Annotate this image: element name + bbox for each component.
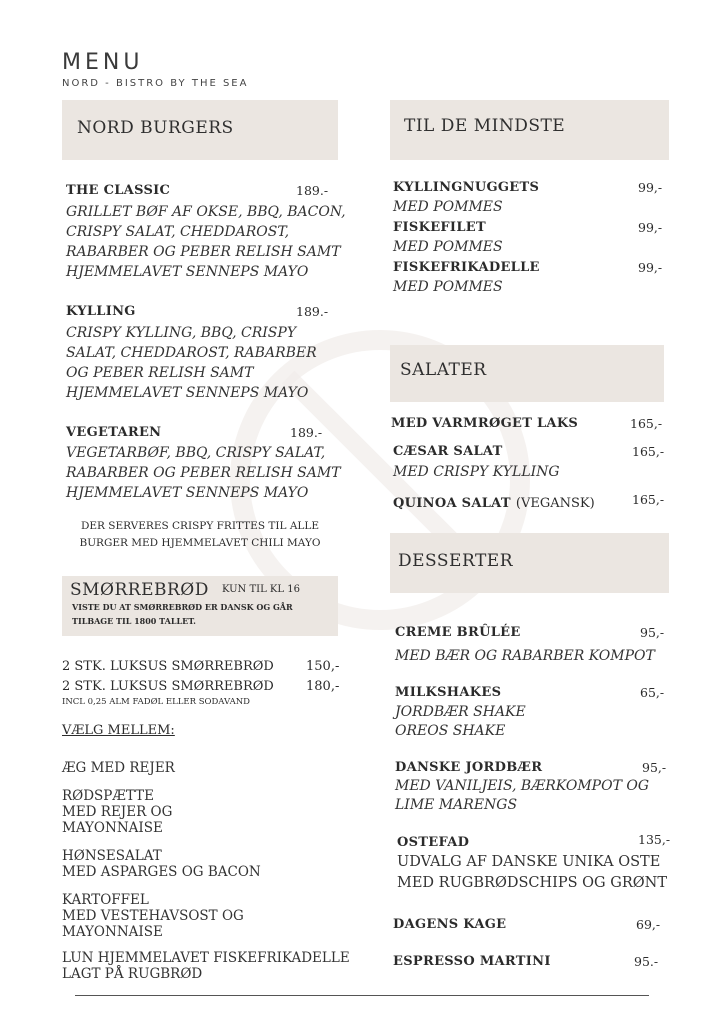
burger-price: 189.- <box>296 304 329 319</box>
kids-header-band <box>390 100 669 160</box>
dessert-desc-line: MED RUGBRØDSCHIPS OG GRØNT <box>397 875 667 891</box>
salads-header-band <box>390 345 664 402</box>
dessert-name: DAGENS KAGE <box>393 917 507 932</box>
salad-name: MED VARMRØGET LAKS <box>391 416 579 431</box>
salad-name: CÆSAR SALAT <box>393 444 503 459</box>
salad-desc: MED CRISPY KYLLING <box>393 464 560 480</box>
kids-item-price: 99,- <box>638 180 663 195</box>
dessert-name: CREME BRÛLÉE <box>395 625 521 640</box>
dessert-price: 95,- <box>642 760 667 775</box>
dessert-price: 95,- <box>640 625 665 640</box>
burgers-heading: NORD BURGERS <box>77 118 234 138</box>
kids-item-name: KYLLINGNUGGETS <box>393 180 540 195</box>
kids-item-name: FISKEFRIKADELLE <box>393 260 540 275</box>
burger-desc-line: CRISPY SALAT, CHEDDAROST, <box>66 224 290 240</box>
kids-item-desc: MED POMMES <box>393 279 503 295</box>
burger-desc-line: OG PEBER RELISH SAMT <box>66 365 254 381</box>
burger-note-line: BURGER MED HJEMMELAVET CHILI MAYO <box>79 537 321 549</box>
smorrebrod-header-band <box>62 576 338 636</box>
burger-price: 189.- <box>296 183 329 198</box>
burger-desc-line: VEGETARBØF, BBQ, CRISPY SALAT, <box>66 445 326 461</box>
dessert-name: ESPRESSO MARTINI <box>393 954 551 969</box>
smorrebrod-heading: SMØRREBRØD <box>70 580 209 600</box>
salad-price: 165,- <box>632 492 665 507</box>
salad-price: 165,- <box>632 444 665 459</box>
smorrebrod-incl: INCL 0,25 ALM FADØL ELLER SODAVAND <box>62 697 250 707</box>
desserts-heading: DESSERTER <box>398 551 513 571</box>
dessert-name: MILKSHAKES <box>395 685 502 700</box>
burger-desc-line: SALAT, CHEDDAROST, RABARBER <box>66 345 317 361</box>
burger-desc-line: RABARBER OG PEBER RELISH SAMT <box>66 244 341 260</box>
burger-desc-line: HJEMMELAVET SENNEPS MAYO <box>66 385 309 401</box>
smorrebrod-info-line: TILBAGE TIL 1800 TALLET. <box>72 616 196 626</box>
dessert-price: 135,- <box>638 832 671 847</box>
option-line: HØNSESALAT <box>62 848 162 864</box>
smorrebrod-heading-note: KUN TIL KL 16 <box>222 584 300 595</box>
burger-name: THE CLASSIC <box>66 183 171 198</box>
dessert-desc-line: MED VANILJEIS, BÆRKOMPOT OG <box>395 778 650 794</box>
smorrebrod-item-price: 150,- <box>306 659 340 674</box>
dessert-name: DANSKE JORDBÆR <box>395 760 543 775</box>
burger-name: KYLLING <box>66 304 136 319</box>
salad-name: QUINOA SALAT <box>393 496 511 511</box>
smorrebrod-info-line: VISTE DU AT SMØRREBRØD ER DANSK OG GÅR <box>72 602 293 612</box>
kids-item-price: 99,- <box>638 260 663 275</box>
smorrebrod-item-price: 180,- <box>306 679 340 694</box>
option-line: MAYONNAISE <box>62 820 163 836</box>
option-line: ÆG MED REJER <box>62 760 175 776</box>
dessert-desc-line: OREOS SHAKE <box>395 723 506 739</box>
bottom-divider <box>75 995 649 996</box>
smorrebrod-item-name: 2 STK. LUKSUS SMØRREBRØD <box>62 679 274 694</box>
kids-item-desc: MED POMMES <box>393 199 503 215</box>
dessert-price: 69,- <box>636 917 661 932</box>
burger-desc-line: GRILLET BØF AF OKSE, BBQ, BACON, <box>66 204 346 220</box>
smorrebrod-item-name: 2 STK. LUKSUS SMØRREBRØD <box>62 659 274 674</box>
burger-desc-line: CRISPY KYLLING, BBQ, CRISPY <box>66 325 297 341</box>
burger-name: VEGETAREN <box>66 425 162 440</box>
dessert-name: OSTEFAD <box>397 835 470 850</box>
option-line: MED VESTEHAVSOST OG <box>62 908 244 924</box>
menu-subtitle: NORD - BISTRO BY THE SEA <box>62 78 249 89</box>
kids-heading: TIL DE MINDSTE <box>404 116 566 136</box>
option-line: RØDSPÆTTE <box>62 788 155 804</box>
burger-price: 189.- <box>290 425 323 440</box>
option-line: MAYONNAISE <box>62 924 163 940</box>
salad-price: 165,- <box>630 416 663 431</box>
burgers-header-band <box>62 100 338 160</box>
burger-desc-line: HJEMMELAVET SENNEPS MAYO <box>66 264 309 280</box>
burger-desc-line: RABARBER OG PEBER RELISH SAMT <box>66 465 341 481</box>
kids-item-name: FISKEFILET <box>393 220 486 235</box>
option-line: LUN HJEMMELAVET FISKEFRIKADELLE <box>62 950 350 966</box>
desserts-header-band <box>390 533 669 593</box>
dessert-desc-line: JORDBÆR SHAKE <box>395 704 526 720</box>
dessert-price: 65,- <box>640 685 665 700</box>
dessert-desc-line: MED BÆR OG RABARBER KOMPOT <box>395 648 655 664</box>
salads-heading: SALATER <box>400 360 487 380</box>
choose-heading: VÆLG MELLEM: <box>62 723 175 738</box>
burger-note-line: DER SERVERES CRISPY FRITTES TIL ALLE <box>80 520 320 532</box>
dessert-price: 95.- <box>634 954 659 969</box>
kids-item-desc: MED POMMES <box>393 239 503 255</box>
salad-name-row <box>393 492 595 511</box>
option-line: MED ASPARGES OG BACON <box>62 864 261 880</box>
burger-desc-line: HJEMMELAVET SENNEPS MAYO <box>66 485 309 501</box>
dessert-desc-line: UDVALG AF DANSKE UNIKA OSTE <box>397 854 661 870</box>
menu-title: MENU <box>62 50 144 75</box>
kids-item-price: 99,- <box>638 220 663 235</box>
salad-suffix: (VEGANSK) <box>515 496 595 511</box>
option-line: LAGT PÅ RUGBRØD <box>62 966 203 982</box>
dessert-desc-line: LIME MARENGS <box>395 797 518 813</box>
option-line: KARTOFFEL <box>62 892 149 908</box>
option-line: MED REJER OG <box>62 804 173 820</box>
